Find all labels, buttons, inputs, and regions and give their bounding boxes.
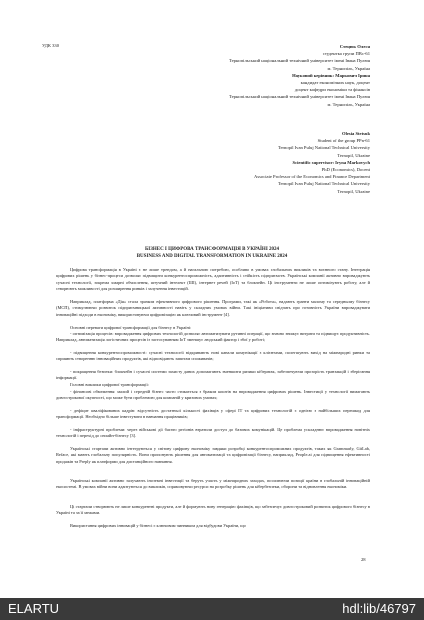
page-number: 28	[361, 557, 366, 562]
author-line: доцент кафедри економіки та фінансів	[294, 87, 370, 93]
body-paragraph: Основні переваги цифрової трансформації для бізнесу в Україні:	[70, 325, 192, 330]
author-line: Тернопільський національний технічний університет імені Івана Пулюя	[229, 58, 370, 64]
udk-code: УДК 330	[42, 43, 60, 48]
author-line: Науковий керівник: Маркович Ірина	[292, 72, 370, 78]
title-en: BUSINESS AND DIGITAL TRANSFORMATION IN UKRAINE 2024	[136, 254, 288, 259]
body-paragraph: Ці стартапи створюють не лише конкурентні продукти, але й формують нову генерацію фахівців, що забезпечує довгостроковий розвиток цифрового бізнесу в Україні та за її межами.	[56, 504, 370, 516]
body-paragraph: - підвищення конкурентоспроможності: сучасні технології відкривають нові канали комунікації з клієнтами, полегшують вихід на міжнародні ринки та сприяють створенню інноваційних продуктів, які відповідають запитам споживачів;	[56, 350, 370, 362]
footer-bar	[0, 598, 424, 620]
author-line: м. Тернопіль, Україна	[327, 101, 370, 107]
author-line: Ternopil, Ukraine	[337, 188, 370, 194]
body-paragraph: - фінансові обмеження: малий і середній бізнес часто стикається з браком коштів на впровадження цифрових рішень. Інвестиції у технології вимагають довгострокової окупності, що може бути проблемою для компаній у кризових умовах;	[56, 389, 370, 401]
author-line: Ternopil Ivan Puluj National Technical University	[277, 145, 370, 151]
body-paragraph: Використання цифрових інновацій у бізнесі є ключовим чинником для відбудови України, що	[70, 523, 246, 528]
body-paragraph: - дефіцит кваліфікованих кадрів: відсутність достатньої кількості фахівців у сфері IT та цифрових технологій є однією з найбільших перешкод для трансформації. Необхідно більше інвестувати в навчання працівників;	[56, 408, 370, 420]
footer-repository-name: ELARTU	[8, 601, 60, 616]
author-line: PhD (Economics), Docent	[321, 167, 370, 172]
body-paragraph: Українські компанії активно залучають іноземні інвестиції та беруть участь у міжнародних заходах, посилюючи позиції країни в глобальній інноваційній екосистемі. В умовах війни вони адаптуються до викликів, спрямовуючи ресурси на розробку рішень для кібербезпеки, оборони та відновлення економіки.	[56, 478, 370, 490]
author-line: Ternopil, Ukraine	[337, 152, 370, 158]
author-line: Ternopil Ivan Puluj National Technical University	[277, 181, 370, 187]
author-line: Associate Professor of the Economics and Finance Department	[254, 174, 370, 180]
body-paragraph: - покращення безпеки: блокчейн і сучасні системи захисту даних допомагають зменшити ризики кібератак, забезпечуючи прозорість транзакцій і зберігання інформації.	[56, 369, 370, 381]
author-line: Scientific supervisor: Iryna Markovych	[292, 159, 370, 165]
title-ua: БІЗНЕС І ЦИФРОВА ТРАНСФОРМАЦІЯ В УКРАЇНІ 2024	[144, 247, 280, 252]
body-paragraph: - інфраструктурні проблеми: через військові дії багато регіонів втратили доступ до базових комунікацій. Це проблема ускладнює впровадження новітніх технологій і перехід до онлайн-бізнесу [3].	[56, 427, 370, 439]
author-line: Student of the group PPn-61	[317, 138, 370, 144]
author-line: кандидат економічних наук, доцент	[300, 80, 370, 85]
author-line: Olesia Stetsuk	[342, 131, 370, 136]
footer-handle: hdl:lib/46797	[342, 601, 416, 616]
author-line: м. Тернопіль, Україна	[327, 65, 370, 71]
author-line: Стецюк Олеся	[339, 44, 370, 49]
body-paragraph: - оптимізація процесів: впровадження цифрових технологій дозволяє автоматизувати рутинні операції, що значно знижує витрати та підвищує продуктивність. Наприклад, автоматизація логістичних процесів із застосуванням IoT зменшує людський фактор і збої у роботі;	[56, 331, 370, 343]
body-paragraph: Цифрова трансформація в Україні є не лише трендом, а й нагальною потребою, особливо в умовах глобальних викликів та воєнного стану. Інтеграція цифрових рішень у бізнес-процеси дозволяє підвищити конкурентоспроможність, адаптивність і стійкість підприємств. Українські компанії активно впроваджують сучасні технології, зокрема хмарні обчислення, штучний інтелект (ШІ), інтернет речей (IoT) та блокчейн. Ці інструменти не лише оптимізують роботу, але й створюють можливості для розширення ринків і залучення інвестицій.	[56, 267, 370, 292]
body-paragraph: Українські стартапи активно інтегруються у світову цифрову економіку завдяки розробці конкурентоспроможних продуктів, таких як Grammarly, GitLab, Reface, які мають глобальну популярність. Вони пропонують рішення для автоматизації та цифровізації бізнесу, наприклад, People.ai для підвищення ефективності продажів та Preply як платформи для дистанційного навчання.	[56, 446, 370, 464]
body-paragraph: Головні виклики цифрової трансформації:	[70, 382, 149, 387]
author-line: студентка групи ПВс-61	[322, 51, 370, 57]
body-paragraph: Наприклад, платформа «Дія» стала зразком ефективного цифрового рішення. Програми, такі як «Робота», надають гранти малому та середньому бізнесу (МСП), стимулюючи розвиток підприємницької активності навіть у складних умовах війни. Такі ініціативи свідчать про готовність України впроваджувати інноваційні підходи в економіку, використовуючи цифровізацію як ключовий інструмент [4].	[56, 299, 370, 317]
author-line: Тернопільський національний технічний університет імені Івана Пулюя	[229, 94, 370, 100]
